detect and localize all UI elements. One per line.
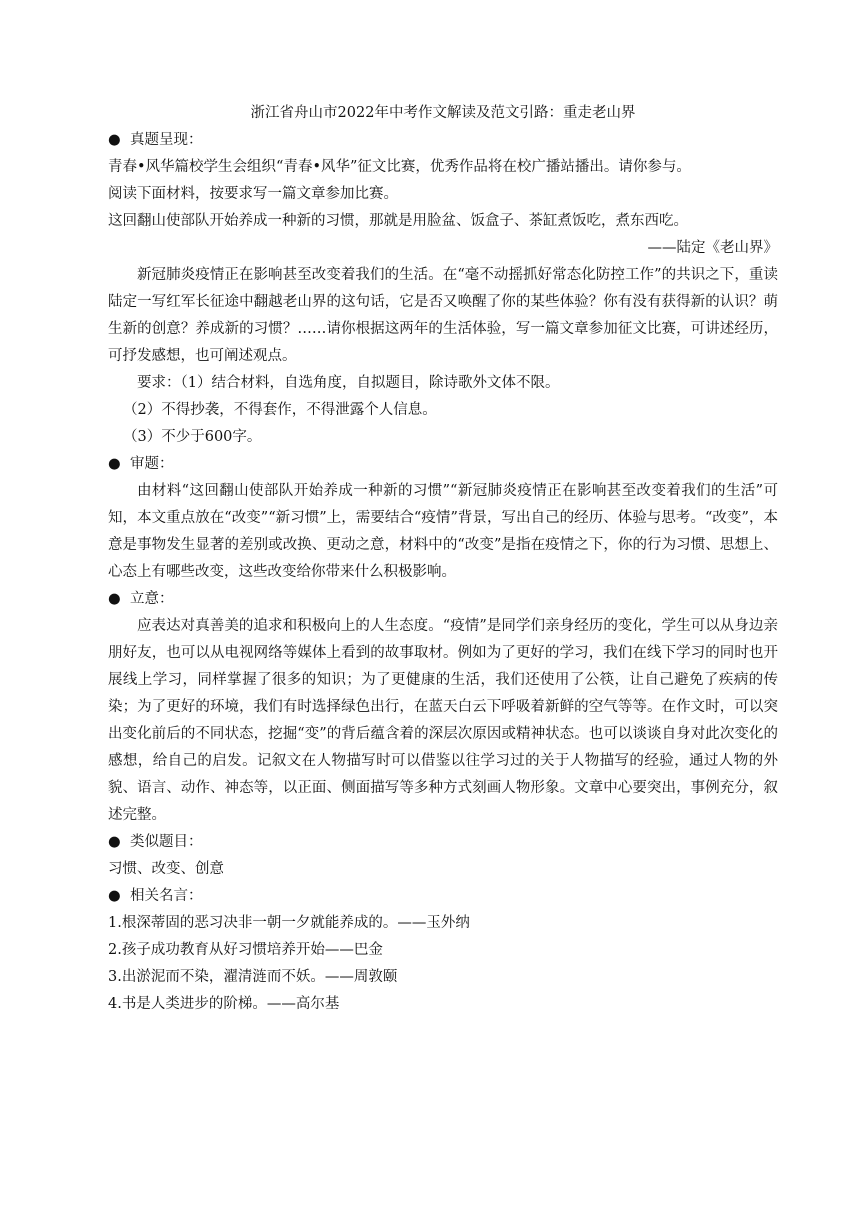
bullet-icon: ● (108, 888, 121, 904)
section-heading-analysis (108, 451, 778, 478)
prompt-paragraph: 新冠肺炎疫情正在影响甚至改变着我们的生活。在“毫不动摇抓好常态化防控工作”的共识之下，重读陆定一写红军长征途中翻越老山界的这句话，它是否又唤醒了你的某些体验？你有没有获得新的认识？萌生新的创意？养成新的习惯？……请你根据这两年的生活体验，写一篇文章参加征文比赛，可讲述经历，可抒发感想，也可阐述观点。 (108, 267, 778, 364)
section-heading-similar (108, 829, 778, 856)
requirement-2: （2）不得抄袭，不得套作，不得泄露个人信息。 (123, 402, 437, 418)
heading-text: 相关名言： (130, 888, 203, 904)
bullet-icon: ● (108, 834, 121, 850)
section-heading-quotes (108, 883, 778, 910)
prompt-line-1: 青春•风华篇校学生会组织“青春•风华”征文比赛，优秀作品将在校广播站播出。请你参与。 (108, 159, 691, 175)
bullet-icon: ● (108, 132, 121, 148)
quote-item-3: 3.出淤泥而不染，濯清涟而不妖。——周敦颐 (108, 969, 398, 985)
heading-text: 类似题目： (130, 834, 203, 850)
section-heading-prompt (108, 127, 778, 154)
quote-item-4: 4.书是人类进步的阶梯。——高尔基 (108, 996, 340, 1012)
prompt-material-quote: 这回翻山使部队开始养成一种新的习惯，那就是用脸盆、饭盒子、茶缸煮饭吃，煮东西吃。 (108, 213, 688, 229)
similar-topics: 习惯、改变、创意 (108, 861, 224, 877)
document-page (108, 100, 778, 1018)
bullet-icon: ● (108, 456, 121, 472)
heading-text: 审题： (130, 456, 174, 472)
quote-item-1: 1.根深蒂固的恶习决非一朝一夕就能养成的。——玉外纳 (108, 915, 470, 931)
heading-text: 真题呈现： (130, 132, 203, 148)
quote-item-2: 2.孩子成功教育从好习惯培养开始——巴金 (108, 942, 383, 958)
document-title: 浙江省舟山市2022年中考作文解读及范文引路：重走老山界 (250, 105, 636, 121)
quote-source: ——陆定《老山界》 (647, 240, 778, 256)
bullet-icon: ● (108, 591, 121, 607)
requirement-3: （3）不少于600字。 (123, 429, 262, 445)
section-heading-conception (108, 586, 778, 613)
heading-text: 立意： (130, 591, 174, 607)
prompt-line-2: 阅读下面材料，按要求写一篇文章参加比赛。 (108, 186, 398, 202)
analysis-paragraph: 由材料“这回翻山使部队开始养成一种新的习惯”“新冠肺炎疫情正在影响甚至改变着我们的生活”可知，本文重点放在“改变”“新习惯”上，需要结合“疫情”背景，写出自己的经历、体验与思考。“改变”，本意是事物发生显著的差别或改换、更动之意，材料中的“改变”是指在疫情之下，你的行为习惯、思想上、心态上有哪些改变，这些改变给你带来什么积极影响。 (108, 483, 778, 580)
conception-paragraph: 应表达对真善美的追求和积极向上的人生态度。“疫情”是同学们亲身经历的变化，学生可以从身边亲朋好友，也可以从电视网络等媒体上看到的故事取材。例如为了更好的学习，我们在线下学习的同时也开展线上学习，同样掌握了很多的知识；为了更健康的生活，我们还使用了公筷，让自己避免了疾病的传染；为了更好的环境，我们有时选择绿色出行，在蓝天白云下呼吸着新鲜的空气等等。在作文时，可以突出变化前后的不同状态，挖掘“变”的背后蕴含着的深层次原因或精神状态。也可以谈谈自身对此次变化的感想，给自己的启发。记叙文在人物描写时可以借鉴以往学习过的关于人物描写的经验，通过人物的外貌、语言、动作、神态等，以正面、侧面描写等多种方式刻画人物形象。文章中心要突出，事例充分，叙述完整。 (108, 618, 778, 823)
requirement-1: 要求：（1）结合材料，自选角度，自拟题目，除诗歌外文体不限。 (137, 375, 560, 391)
